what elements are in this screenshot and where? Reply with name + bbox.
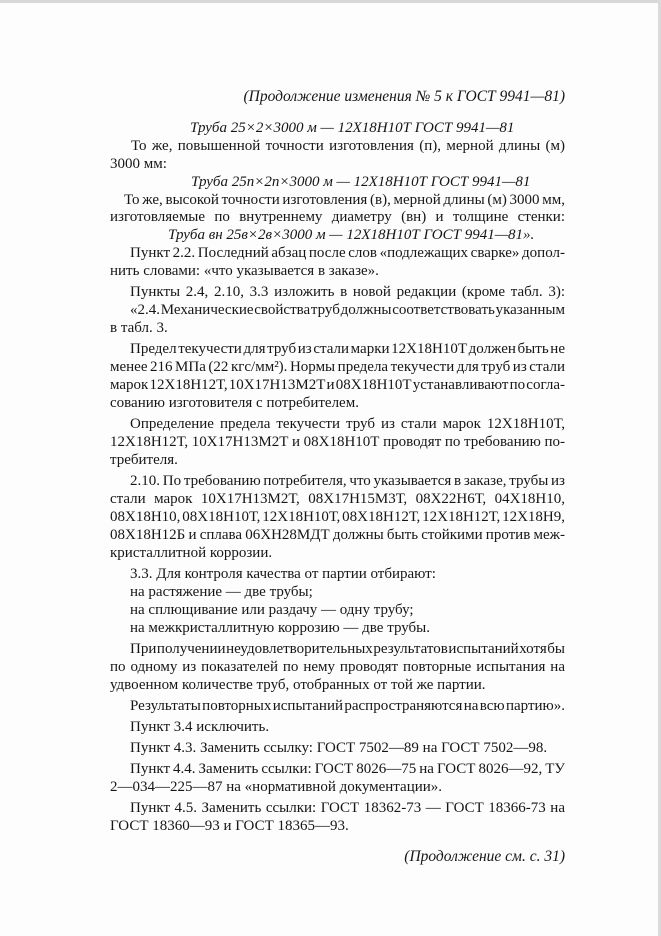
text-line: Пункты 2.4, 2.10, 3.3 изложить в новой редакции (кроме табл. 3): [130,284,565,300]
text-line: на растяжение — две трубы; [130,584,313,600]
text-line: Пункт 4.4. Заменить ссылки: ГОСТ 8026—75 на ГОСТ 8026—92, ТУ [130,761,565,777]
text-line: 08Х18Н10, 08Х18Н10Т, 12Х18Н10Т, 08Х18Н12Т, 12Х18Н12Т, 12Х18Н9, [110,509,565,525]
text-line: При получении неудовлетворительных результатов испытаний хотя бы [130,641,565,657]
formula-line-1: Труба 25×2×3000 м — 12Х18Н10Т ГОСТ 9941—81 [190,120,515,136]
text-line: «2.4. Механические свойства труб должны соответствовать указанным [130,302,565,318]
text-line: Результаты повторных испытаний распространяются на всю партию». [130,698,565,714]
header-continuation: (Продолжение изменения № 5 к ГОСТ 9941—81) [243,88,565,105]
text-line: 3000 мм: [110,156,167,172]
text-line: Определение предела текучести труб из стали марок 12Х18Н10Т, [130,416,565,432]
text-line: 3.3. Для контроля качества от партии отбирают: [130,566,436,582]
text-line: на сплющивание или раздачу — одну трубу; [130,602,414,618]
scan-edge-top [0,0,661,3]
text-line: марок 12Х18Н12Т, 10Х17Н13М2Т и 08Х18Н10Т устанавливают по согла- [110,377,565,393]
text-line: удвоенном количестве труб, отобранных от той же партии. [110,677,486,693]
text-line: кристаллитной коррозии. [110,545,273,561]
text-line: 2—034—225—87 на «нормативной документации». [110,779,443,795]
text-line: 08Х18Н12Б и сплава 06ХН28МДТ должны быть стойкими против меж- [110,527,565,543]
text-line: по одному из показателей по нему проводят повторные испытания на [110,659,565,675]
text-line: сованию изготовителя с потребителем. [110,395,359,411]
formula-line-3: Труба вн 25в×2в×3000 м — 12Х18Н10Т ГОСТ 9941—81». [168,227,535,243]
text-line: ГОСТ 18360—93 и ГОСТ 18365—93. [110,818,349,834]
text-line: Пункт 4.3. Заменить ссылку: ГОСТ 7502—89 на ГОСТ 7502—98. [130,740,548,756]
text-line: менее 216 МПа (22 кгс/мм²). Нормы предела текучести для труб из стали [110,359,565,375]
text-line: стали марок 10Х17Н13М2Т, 08Х17Н15М3Т, 08Х22Н6Т, 04Х18Н10, [110,491,565,507]
text-line: на межкристаллитную коррозию — две трубы. [130,620,431,636]
footer-continuation: (Продолжение см. с. 31) [404,848,565,865]
text-line: То же, повышенной точности изготовления (п), мерной длины (м) [131,138,565,154]
text-line: Пункт 2.2. Последний абзац после слов «подлежащих сварке» допол- [130,245,565,261]
text-line: Пункт 4.5. Заменить ссылки: ГОСТ 18362-73 — ГОСТ 18366-73 на [130,800,565,816]
text-line: изготовляемые по внутреннему диаметру (вн) и толщине стенки: [110,209,565,225]
text-line: 2.10. По требованию потребителя, что указывается в заказе, трубы из [130,473,565,489]
text-line: Предел текучести для труб из стали марки 12Х18Н10Т должен быть не [130,341,565,357]
text-line: То же, высокой точности изготовления (в), мерной длины (м) 3000 мм, [124,192,565,208]
text-line: в табл. 3. [110,320,168,336]
text-line: 12Х18Н12Т, 10Х17Н13М2Т и 08Х18Н10Т проводят по требованию по- [110,434,565,450]
text-line: нить словами: «что указывается в заказе». [110,263,379,279]
formula-line-2: Труба 25п×2п×3000 м — 12Х18Н10Т ГОСТ 9941—81 [191,174,531,190]
text-line: Пункт 3.4 исключить. [130,719,270,735]
text-line: требителя. [110,452,178,468]
